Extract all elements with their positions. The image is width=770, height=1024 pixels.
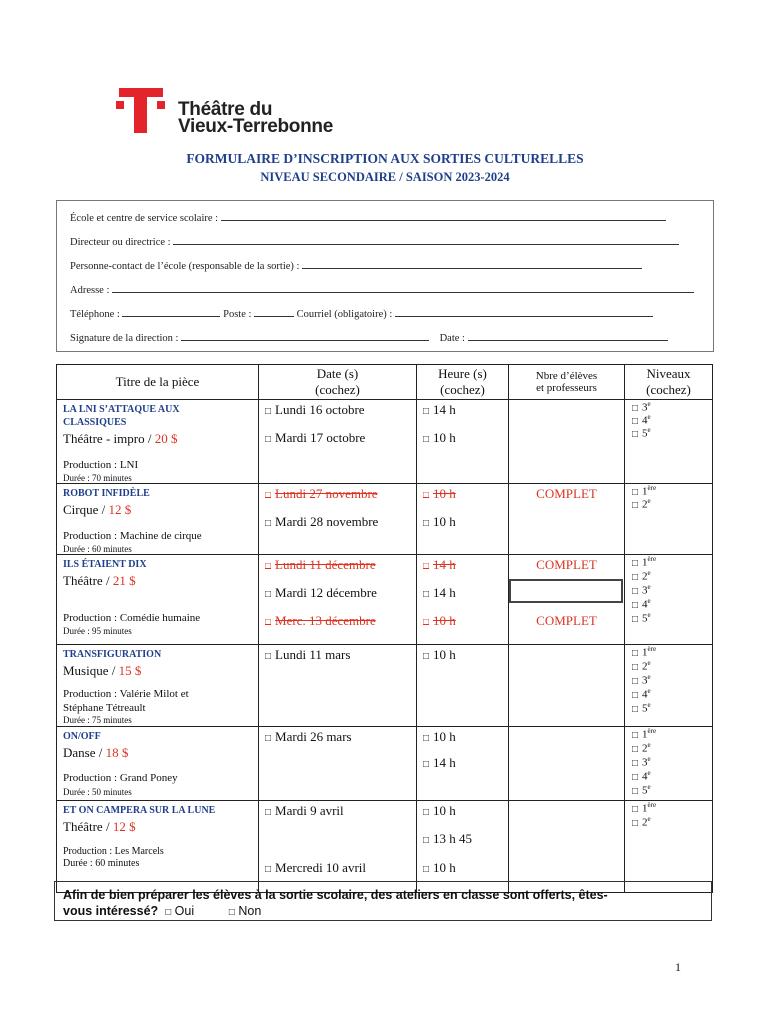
- checkbox[interactable]: □: [632, 703, 639, 715]
- level-sup: e: [647, 783, 651, 791]
- level-num: 2: [642, 742, 648, 755]
- date-option[interactable]: [265, 803, 344, 819]
- header-levels-line2: (cochez): [646, 382, 691, 397]
- level-option[interactable]: [632, 769, 651, 783]
- checkbox[interactable]: □: [265, 864, 272, 875]
- checkbox[interactable]: □: [423, 864, 430, 875]
- checkbox: □: [423, 617, 430, 628]
- show-name: ON/OFF: [63, 731, 101, 742]
- level-sup: e: [647, 687, 651, 695]
- level-option[interactable]: [632, 645, 656, 659]
- time-label: 10 h: [433, 860, 456, 875]
- level-num: 1: [642, 556, 648, 569]
- time-option[interactable]: [423, 729, 456, 745]
- logo-wordmark: [178, 101, 333, 135]
- header-time-line2: (cochez): [440, 382, 485, 397]
- date-label: Merc. 13 décembre: [275, 613, 376, 628]
- table-row: [57, 801, 713, 893]
- table-row: [57, 727, 713, 801]
- checkbox[interactable]: □: [228, 907, 235, 918]
- level-option[interactable]: [632, 687, 651, 701]
- time-label: 10 h: [433, 514, 456, 529]
- date-option-full: [265, 486, 378, 502]
- checkbox: □: [265, 617, 272, 628]
- level-option[interactable]: [632, 741, 651, 755]
- date-cell: [259, 801, 417, 893]
- date-label: Mardi 26 mars: [275, 729, 352, 744]
- checkbox[interactable]: □: [632, 613, 639, 625]
- phone-input-line[interactable]: [122, 307, 220, 317]
- date-label: Mardi 28 novembre: [275, 514, 379, 529]
- checkbox[interactable]: □: [632, 689, 639, 701]
- production: Production : LNI: [63, 459, 139, 471]
- level-num: 5: [642, 784, 648, 797]
- page-number: 1: [675, 960, 681, 974]
- checkbox[interactable]: □: [632, 675, 639, 687]
- table-row: [57, 645, 713, 727]
- checkbox[interactable]: □: [265, 733, 272, 744]
- checkbox[interactable]: □: [423, 406, 430, 417]
- time-option-full: [423, 486, 456, 502]
- header-count: [509, 365, 625, 400]
- date-input-line[interactable]: [468, 331, 668, 341]
- time-cell: [417, 645, 509, 727]
- date-option-full: [265, 613, 376, 629]
- level-option[interactable]: [632, 555, 656, 569]
- checkbox[interactable]: □: [423, 651, 430, 662]
- date-label: Mercredi 10 avril: [275, 860, 367, 875]
- show-title-cell: [57, 400, 259, 484]
- levels-cell: [625, 727, 713, 801]
- price: 21 $: [112, 573, 136, 588]
- level-option[interactable]: [632, 659, 651, 673]
- logo-line-1: Théâtre du: [178, 99, 273, 120]
- form-title: FORMULAIRE D’INSCRIPTION AUX SORTIES CULTURELLES: [186, 151, 584, 166]
- level-sup: e: [647, 413, 651, 421]
- level-num: 2: [642, 498, 648, 511]
- levels-cell: [625, 400, 713, 484]
- time-label: 14 h: [433, 585, 456, 600]
- level-sup: e: [647, 741, 651, 749]
- show-title-cell: [57, 645, 259, 727]
- level-option[interactable]: [632, 497, 651, 511]
- level-sup: e: [647, 701, 651, 709]
- header-time: [417, 365, 509, 400]
- count-cell[interactable]: [509, 484, 625, 555]
- workshop-question-line1: Afin de bien préparer les élèves à la sortie scolaire, des ateliers en classe sont offerts, êtes-: [63, 888, 608, 902]
- production: Production : Comédie humaine: [63, 612, 201, 624]
- production: Production : Machine de cirque: [63, 530, 202, 542]
- checkbox[interactable]: □: [632, 599, 639, 611]
- table-row: [57, 555, 713, 645]
- checkbox[interactable]: □: [423, 835, 430, 846]
- price: 12 $: [108, 502, 132, 517]
- time-option[interactable]: [423, 803, 456, 819]
- header-levels: [625, 365, 713, 400]
- level-num: 3: [642, 674, 648, 687]
- time-option[interactable]: [423, 831, 472, 847]
- time-option[interactable]: [423, 755, 456, 771]
- level-sup: ère: [647, 555, 657, 563]
- form-subtitle: NIVEAU SECONDAIRE / SAISON 2023-2024: [260, 170, 510, 184]
- contact-field[interactable]: [70, 259, 642, 272]
- time-cell: [417, 400, 509, 484]
- logo-t-icon: [116, 88, 166, 134]
- genre-label: Théâtre /: [63, 573, 110, 588]
- time-label: 10 h: [433, 486, 456, 501]
- show-title-cell: [57, 801, 259, 893]
- genre-label: Théâtre - impro /: [63, 431, 152, 446]
- level-option[interactable]: [632, 413, 651, 427]
- level-option[interactable]: [632, 400, 651, 414]
- show-name-line1: LA LNI S’ATTAQUE AUX: [63, 404, 180, 415]
- checkbox[interactable]: □: [423, 518, 430, 529]
- director-label: Directeur ou directrice :: [70, 237, 171, 248]
- level-sup: e: [647, 400, 651, 408]
- level-option[interactable]: [632, 755, 651, 769]
- checkbox[interactable]: □: [632, 729, 639, 741]
- checkbox: □: [423, 490, 430, 501]
- level-option[interactable]: [632, 484, 656, 498]
- count-input-box[interactable]: [509, 579, 623, 603]
- checkbox: □: [265, 561, 272, 572]
- address-input-line[interactable]: [112, 283, 694, 293]
- levels-cell: [625, 801, 713, 893]
- checkbox[interactable]: □: [423, 589, 430, 600]
- genre-label: Musique /: [63, 663, 116, 678]
- production-cont: Stéphane Tétreault: [63, 702, 146, 714]
- time-label: 14 h: [433, 402, 456, 417]
- level-sup: e: [647, 497, 651, 505]
- level-num: 1: [642, 728, 648, 741]
- header-time-line1: Heure (s): [438, 366, 487, 381]
- date-option[interactable]: [265, 729, 352, 745]
- checkbox: □: [423, 561, 430, 572]
- checkbox[interactable]: □: [632, 428, 639, 440]
- date-cell: [259, 645, 417, 727]
- date-cell: [259, 400, 417, 484]
- date-option[interactable]: [265, 430, 365, 446]
- header-date: [259, 365, 417, 400]
- count-cell: [509, 555, 625, 645]
- time-option[interactable]: [423, 860, 456, 876]
- level-num: 4: [642, 770, 648, 783]
- level-sup: e: [647, 673, 651, 681]
- duration: Durée : 75 minutes: [63, 715, 132, 725]
- levels-cell: [625, 555, 713, 645]
- level-num: 5: [642, 427, 648, 440]
- level-sup: e: [647, 815, 651, 823]
- checkbox[interactable]: □: [632, 647, 639, 659]
- production: Production : Grand Poney: [63, 772, 178, 784]
- theatre-logo: [116, 88, 166, 138]
- level-sup: e: [647, 659, 651, 667]
- count-cell[interactable]: [509, 645, 625, 727]
- time-label: 10 h: [433, 803, 456, 818]
- level-num: 3: [642, 584, 648, 597]
- director-input-line[interactable]: [173, 235, 679, 245]
- time-label: 10 h: [433, 647, 456, 662]
- price: 20 $: [154, 431, 178, 446]
- extension-label: Poste :: [223, 309, 252, 320]
- level-option[interactable]: [632, 673, 651, 687]
- level-option[interactable]: [632, 727, 656, 741]
- level-option[interactable]: [632, 801, 656, 815]
- level-num: 4: [642, 688, 648, 701]
- time-option[interactable]: [423, 430, 456, 446]
- level-sup: e: [647, 583, 651, 591]
- school-info-box: [56, 200, 714, 352]
- level-sup: e: [647, 569, 651, 577]
- production: Production : Les Marcels: [63, 846, 164, 857]
- time-option[interactable]: [423, 514, 456, 530]
- date-label: Mardi 17 octobre: [275, 430, 366, 445]
- level-option[interactable]: [632, 783, 651, 797]
- checkbox[interactable]: □: [265, 807, 272, 818]
- level-sup: e: [647, 611, 651, 619]
- count-cell[interactable]: [509, 400, 625, 484]
- level-num: 2: [642, 570, 648, 583]
- header-count-line2: et professeurs: [536, 382, 597, 394]
- checkbox[interactable]: □: [632, 743, 639, 755]
- level-num: 1: [642, 802, 648, 815]
- time-cell: [417, 801, 509, 893]
- show-genre: [63, 819, 258, 835]
- level-num: 3: [642, 756, 648, 769]
- checkbox[interactable]: □: [423, 733, 430, 744]
- genre-label: Cirque /: [63, 502, 106, 517]
- show-name: [63, 403, 258, 429]
- address-field[interactable]: [70, 283, 694, 296]
- date-option-full: [265, 557, 376, 573]
- show-title-cell: [57, 555, 259, 645]
- price: 15 $: [118, 663, 142, 678]
- duration: Durée : 50 minutes: [63, 787, 132, 797]
- level-option[interactable]: [632, 597, 651, 611]
- date-cell: [259, 555, 417, 645]
- non-option[interactable]: [229, 904, 261, 918]
- address-label: Adresse :: [70, 285, 110, 296]
- level-sup: ère: [647, 645, 657, 653]
- level-num: 5: [642, 612, 648, 625]
- level-num: 2: [642, 816, 648, 829]
- checkbox[interactable]: □: [632, 402, 639, 414]
- count-cell[interactable]: [509, 727, 625, 801]
- level-num: 5: [642, 702, 648, 715]
- checkbox[interactable]: □: [265, 589, 272, 600]
- show-genre: [63, 663, 258, 679]
- contact-input-line[interactable]: [302, 259, 642, 269]
- time-option-full: [423, 557, 456, 573]
- time-label: 13 h 45: [433, 831, 473, 846]
- time-label: 14 h: [433, 557, 456, 572]
- header-count-line1: Nbre d’élèves: [535, 370, 598, 382]
- level-num: 1: [642, 646, 648, 659]
- director-field[interactable]: [70, 235, 679, 248]
- level-num: 1: [642, 485, 648, 498]
- date-cell: [259, 727, 417, 801]
- date-option[interactable]: [265, 585, 377, 601]
- school-input-line[interactable]: [221, 211, 666, 221]
- level-sup: ère: [647, 727, 657, 735]
- checkbox[interactable]: □: [632, 585, 639, 597]
- schedule-table: [56, 364, 713, 893]
- level-option[interactable]: [632, 569, 651, 583]
- checkbox[interactable]: □: [423, 759, 430, 770]
- time-cell: [417, 484, 509, 555]
- time-label: 10 h: [433, 430, 456, 445]
- level-num: 4: [642, 414, 648, 427]
- phone-label: Téléphone :: [70, 309, 120, 320]
- workshop-question-box: [54, 881, 712, 921]
- level-sup: ère: [647, 484, 657, 492]
- logo-line-2: Vieux-Terrebonne: [178, 116, 333, 137]
- checkbox[interactable]: □: [632, 817, 639, 829]
- non-label: Non: [238, 904, 262, 918]
- genre-label: Danse /: [63, 745, 103, 760]
- show-name-line2: CLASSIQUES: [63, 417, 127, 428]
- level-option[interactable]: [632, 611, 651, 625]
- header-date-line2: (cochez): [315, 382, 360, 397]
- show-title-cell: [57, 727, 259, 801]
- date-cell: [259, 484, 417, 555]
- genre-label: Théâtre /: [63, 819, 110, 834]
- date-option[interactable]: [265, 514, 378, 530]
- duration: Durée : 60 minutes: [63, 544, 132, 554]
- signature-label: Signature de la direction :: [70, 333, 179, 344]
- table-header-row: [57, 365, 713, 400]
- date-label: Lundi 27 novembre: [275, 486, 378, 501]
- checkbox[interactable]: □: [265, 651, 272, 662]
- header-title-label: Titre de la pièce: [115, 374, 200, 389]
- header-title: [57, 365, 259, 400]
- checkbox[interactable]: □: [165, 907, 172, 918]
- level-option[interactable]: [632, 701, 651, 715]
- checkbox[interactable]: □: [632, 757, 639, 769]
- checkbox[interactable]: □: [632, 803, 639, 815]
- show-name: ET ON CAMPERA SUR LA LUNE: [63, 805, 216, 816]
- time-cell: [417, 555, 509, 645]
- show-title-cell: [57, 484, 259, 555]
- price: 12 $: [112, 819, 136, 834]
- level-num: 4: [642, 598, 648, 611]
- checkbox[interactable]: □: [423, 807, 430, 818]
- signature-field[interactable]: [70, 331, 668, 344]
- date-label: Mardi 12 décembre: [275, 585, 377, 600]
- levels-cell: [625, 484, 713, 555]
- complet-label: COMPLET: [536, 486, 597, 501]
- checkbox[interactable]: □: [265, 406, 272, 417]
- workshop-question-line2: vous intéressé?: [63, 904, 159, 918]
- time-option-full: [423, 613, 456, 629]
- checkbox[interactable]: □: [265, 518, 272, 529]
- production: Production : Valérie Milot et: [63, 688, 189, 700]
- checkbox[interactable]: □: [632, 771, 639, 783]
- checkbox[interactable]: □: [632, 571, 639, 583]
- duration: Durée : 70 minutes: [63, 473, 132, 483]
- show-name: ROBOT INFIDÈLE: [63, 488, 150, 499]
- complet-label: COMPLET: [536, 557, 597, 572]
- checkbox[interactable]: □: [632, 499, 639, 511]
- email-label: Courriel (obligatoire) :: [296, 309, 393, 320]
- duration: Durée : 60 minutes: [63, 858, 140, 869]
- date-label: Lundi 16 octobre: [275, 402, 365, 417]
- checkbox[interactable]: □: [632, 785, 639, 797]
- level-sup: e: [647, 755, 651, 763]
- checkbox: □: [265, 490, 272, 501]
- contact-label: Personne-contact de l’école (responsable de la sortie) :: [70, 261, 300, 272]
- checkbox[interactable]: □: [423, 434, 430, 445]
- show-name: TRANSFIGURATION: [63, 649, 162, 660]
- table-row: [57, 400, 713, 484]
- level-sup: e: [647, 597, 651, 605]
- header-levels-line1: Niveaux: [646, 366, 691, 381]
- show-genre: [63, 502, 258, 518]
- level-num: 2: [642, 660, 648, 673]
- school-field[interactable]: [70, 211, 666, 224]
- oui-label: Oui: [174, 904, 195, 918]
- oui-option[interactable]: [165, 904, 194, 918]
- date-label: Date :: [439, 333, 465, 344]
- level-option[interactable]: [632, 583, 651, 597]
- time-option[interactable]: [423, 647, 456, 663]
- complet-label: COMPLET: [536, 613, 597, 628]
- date-label: Mardi 9 avril: [275, 803, 344, 818]
- checkbox[interactable]: □: [632, 486, 639, 498]
- show-genre: [63, 431, 258, 447]
- time-option[interactable]: [423, 585, 456, 601]
- school-label: École et centre de service scolaire :: [70, 213, 219, 224]
- time-label: 10 h: [433, 729, 456, 744]
- date-option[interactable]: [265, 647, 350, 663]
- date-label: Lundi 11 décembre: [275, 557, 376, 572]
- level-sup: e: [647, 769, 651, 777]
- levels-cell: [625, 645, 713, 727]
- level-option[interactable]: [632, 426, 651, 440]
- time-option[interactable]: [423, 402, 456, 418]
- checkbox[interactable]: □: [632, 661, 639, 673]
- phone-field[interactable]: [70, 307, 653, 320]
- date-label: Lundi 11 mars: [275, 647, 351, 662]
- show-genre: [63, 745, 258, 761]
- checkbox[interactable]: □: [265, 434, 272, 445]
- time-cell: [417, 727, 509, 801]
- date-option[interactable]: [265, 860, 366, 876]
- show-name: ILS ÉTAIENT DIX: [63, 559, 147, 570]
- extension-input-line[interactable]: [254, 307, 294, 317]
- price: 18 $: [105, 745, 129, 760]
- checkbox[interactable]: □: [632, 415, 639, 427]
- level-sup: ère: [647, 801, 657, 809]
- email-input-line[interactable]: [395, 307, 653, 317]
- time-label: 10 h: [433, 613, 456, 628]
- show-genre: [63, 573, 258, 589]
- time-label: 14 h: [433, 755, 456, 770]
- count-cell[interactable]: [509, 801, 625, 893]
- signature-input-line[interactable]: [181, 331, 429, 341]
- level-option[interactable]: [632, 815, 651, 829]
- table-row: [57, 484, 713, 555]
- date-option[interactable]: [265, 402, 365, 418]
- header-date-line1: Date (s): [316, 366, 359, 381]
- level-sup: e: [647, 426, 651, 434]
- duration: Durée : 95 minutes: [63, 626, 132, 636]
- level-num: 3: [642, 401, 648, 414]
- checkbox[interactable]: □: [632, 557, 639, 569]
